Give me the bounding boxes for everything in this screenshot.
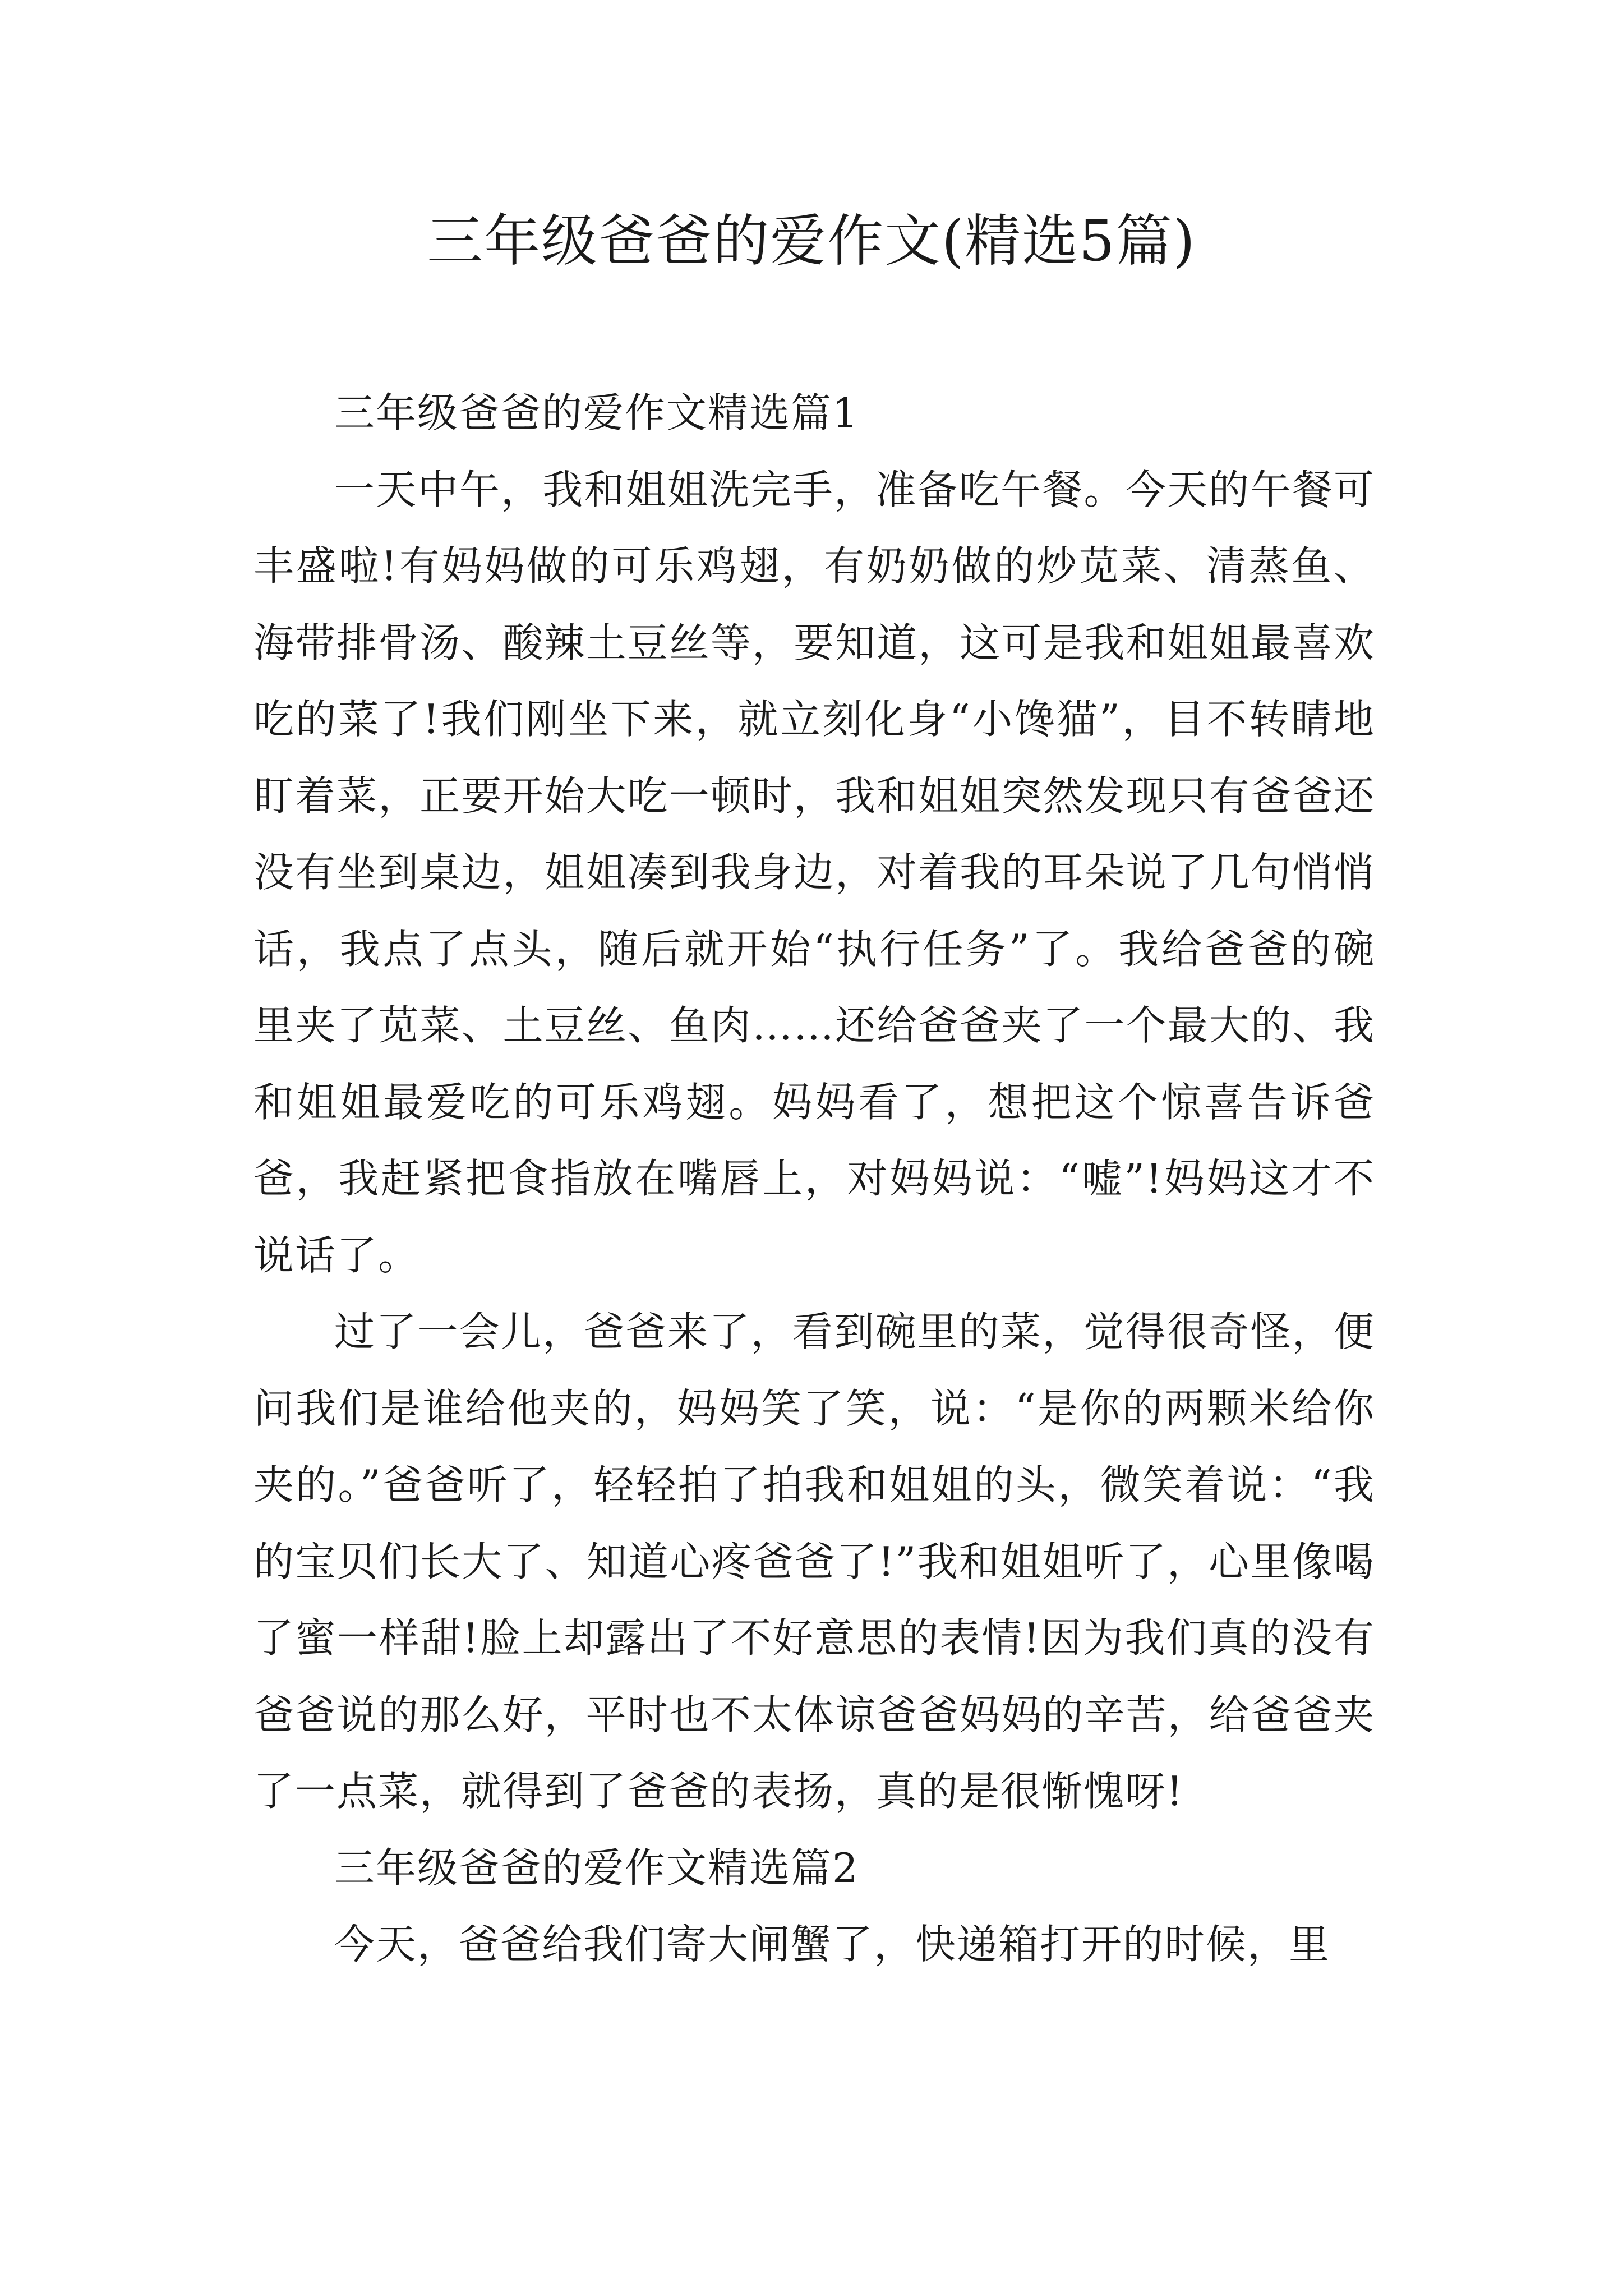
section-heading-2: 三年级爸爸的爱作文精选篇2	[334, 1844, 859, 1892]
document-title: 三年级爸爸的爱作文(精选5篇)	[427, 208, 1196, 274]
section-heading-1: 三年级爸爸的爱作文精选篇1	[334, 389, 859, 436]
paragraph-1-1: 一天中午，我和姐姐洗完手，准备吃午餐。今天的午餐可丰盛啦!有妈妈做的可乐鸡翅，有奶奶做的炒苋菜、清蒸鱼、海带排骨汤、酸辣土豆丝等，要知道，这可是我和姐姐最喜欢吃的菜了!我们刚坐下来，就立刻化身“小馋猫”，目不转睛地盯着菜，正要开始大吃一顿时，我和姐姐突然发现只有爸爸还没有坐到桌边，姐姐凑到我身边，对着我的耳朵说了几句悄悄话，我点了点头，随后就开始“执行任务”了。我给爸爸的碗里夹了苋菜、土豆丝、鱼肉……还给爸爸夹了一个最大的、我和姐姐最爱吃的可乐鸡翅。妈妈看了，想把这个惊喜告诉爸爸，我赶紧把食指放在嘴唇上，对妈妈说：“嘘”!妈妈这才不说话了。	[253, 466, 1375, 1279]
paragraph-2-1: 今天，爸爸给我们寄大闸蟹了，快递箱打开的时候，里	[334, 1921, 1331, 1968]
document-body	[253, 375, 1375, 1983]
paragraph-1-2: 过了一会儿，爸爸来了，看到碗里的菜，觉得很奇怪，便问我们是谁给他夹的，妈妈笑了笑，说：“是你的两颗米给你夹的。”爸爸听了，轻轻拍了拍我和姐姐的头，微笑着说：“我的宝贝们长大了、知道心疼爸爸了!”我和姐姐听了，心里像喝了蜜一样甜!脸上却露出了不好意思的表情!因为我们真的没有爸爸说的那么好，平时也不太体谅爸爸妈妈的辛苦，给爸爸夹了一点菜，就得到了爸爸的表扬，真的是很惭愧呀!	[253, 1308, 1375, 1815]
